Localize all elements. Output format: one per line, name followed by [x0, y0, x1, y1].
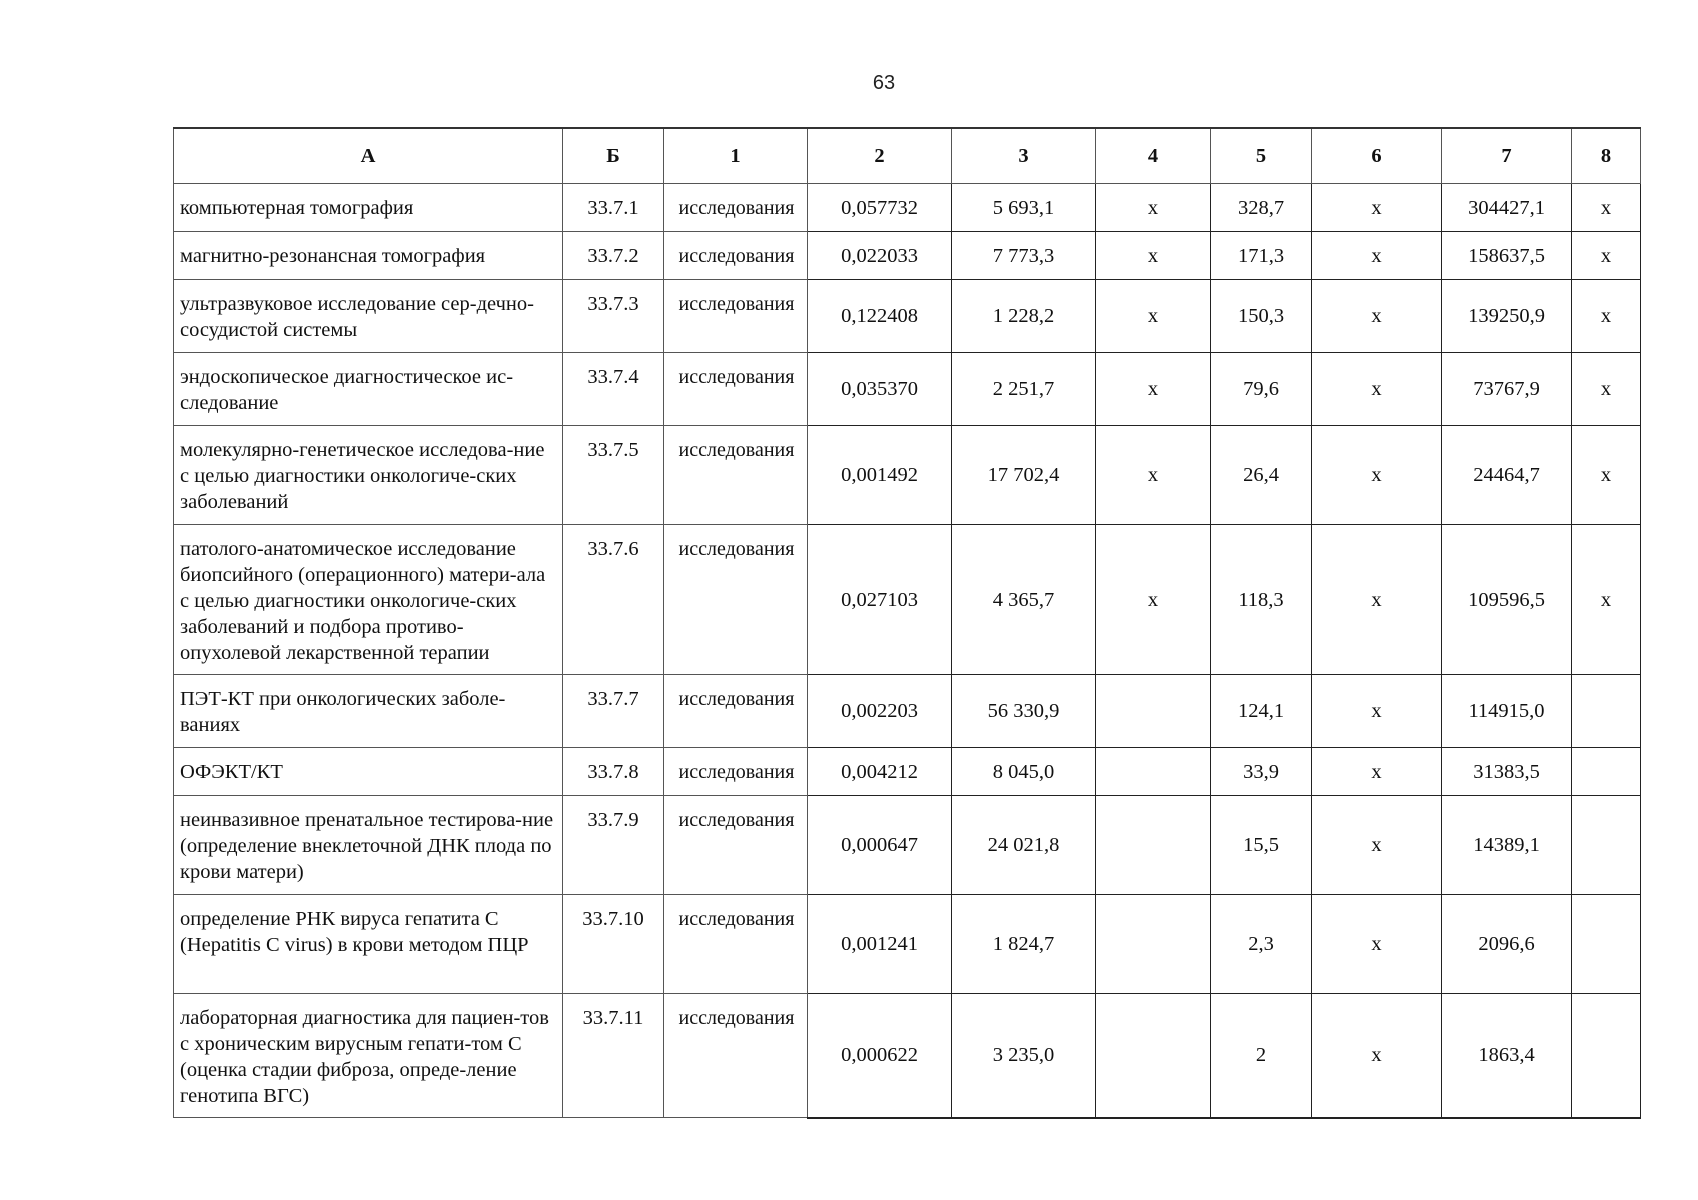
header-cell: 8 [1572, 128, 1641, 184]
row-col6-cell: х [1312, 184, 1442, 232]
row-name-cell: эндоскопическое диагностическое ис-следование [174, 353, 563, 426]
row-col8-cell [1572, 796, 1641, 895]
row-code-cell: 33.7.3 [563, 280, 664, 353]
header-cell: 2 [808, 128, 952, 184]
row-col4-cell: х [1096, 525, 1211, 675]
row-col5-cell: 2 [1211, 994, 1312, 1118]
row-col4-cell: х [1096, 280, 1211, 353]
row-col5-cell: 33,9 [1211, 748, 1312, 796]
row-code-cell: 33.7.8 [563, 748, 664, 796]
row-col7-cell: 73767,9 [1442, 353, 1572, 426]
row-col2-cell: 0,000647 [808, 796, 952, 895]
row-col6-cell: х [1312, 675, 1442, 748]
row-col8-cell [1572, 895, 1641, 994]
row-code-cell: 33.7.2 [563, 232, 664, 280]
row-col6-cell: х [1312, 280, 1442, 353]
row-name-cell: молекулярно-генетическое исследова-ние с целью диагностики онкологиче-ских заболеваний [174, 426, 563, 525]
row-col3-cell: 1 824,7 [952, 895, 1096, 994]
row-unit-cell: исследования [664, 525, 808, 675]
row-name-cell: компьютерная томография [174, 184, 563, 232]
row-col5-cell: 124,1 [1211, 675, 1312, 748]
row-col5-cell: 171,3 [1211, 232, 1312, 280]
row-col8-cell [1572, 675, 1641, 748]
row-col2-cell: 0,122408 [808, 280, 952, 353]
row-col8-cell: х [1572, 353, 1641, 426]
table-row [174, 232, 1641, 280]
row-col3-cell: 17 702,4 [952, 426, 1096, 525]
row-col3-cell: 8 045,0 [952, 748, 1096, 796]
row-name-cell: лабораторная диагностика для пациен-тов с хроническим вирусным гепати-том С (оценка стадии фиброза, опреде-ление генотипа ВГС) [174, 994, 563, 1118]
row-col4-cell [1096, 895, 1211, 994]
row-col6-cell: х [1312, 232, 1442, 280]
row-col4-cell [1096, 675, 1211, 748]
row-col5-cell: 150,3 [1211, 280, 1312, 353]
row-col3-cell: 3 235,0 [952, 994, 1096, 1118]
row-col5-cell: 328,7 [1211, 184, 1312, 232]
row-unit-cell: исследования [664, 184, 808, 232]
row-col6-cell: х [1312, 426, 1442, 525]
row-col7-cell: 31383,5 [1442, 748, 1572, 796]
row-name-cell: ПЭТ-КТ при онкологических заболе-ваниях [174, 675, 563, 748]
row-col2-cell: 0,001241 [808, 895, 952, 994]
row-col7-cell: 14389,1 [1442, 796, 1572, 895]
row-col7-cell: 114915,0 [1442, 675, 1572, 748]
row-col3-cell: 4 365,7 [952, 525, 1096, 675]
row-name-cell: ультразвуковое исследование сер-дечно-сосудистой системы [174, 280, 563, 353]
table-header [174, 128, 1641, 184]
page-number: 63 [872, 72, 896, 94]
row-unit-cell: исследования [664, 994, 808, 1118]
row-col6-cell: х [1312, 748, 1442, 796]
row-col5-cell: 26,4 [1211, 426, 1312, 525]
row-col5-cell: 118,3 [1211, 525, 1312, 675]
row-code-cell: 33.7.4 [563, 353, 664, 426]
row-code-cell: 33.7.1 [563, 184, 664, 232]
row-code-cell: 33.7.11 [563, 994, 664, 1118]
row-col8-cell: х [1572, 426, 1641, 525]
row-name-cell: неинвазивное пренатальное тестирова-ние (определение внеклеточной ДНК плода по крови матери) [174, 796, 563, 895]
row-col5-cell: 79,6 [1211, 353, 1312, 426]
row-code-cell: 33.7.7 [563, 675, 664, 748]
row-unit-cell: исследования [664, 353, 808, 426]
header-cell: 3 [952, 128, 1096, 184]
table-row [174, 184, 1641, 232]
header-row [174, 128, 1641, 184]
row-col3-cell: 56 330,9 [952, 675, 1096, 748]
table-row [174, 525, 1641, 675]
row-col7-cell: 304427,1 [1442, 184, 1572, 232]
row-col8-cell: х [1572, 525, 1641, 675]
row-col3-cell: 1 228,2 [952, 280, 1096, 353]
row-col8-cell [1572, 748, 1641, 796]
row-unit-cell: исследования [664, 675, 808, 748]
row-col3-cell: 5 693,1 [952, 184, 1096, 232]
row-col7-cell: 24464,7 [1442, 426, 1572, 525]
row-col5-cell: 2,3 [1211, 895, 1312, 994]
row-col2-cell: 0,000622 [808, 994, 952, 1118]
table-body [174, 184, 1641, 1118]
row-col2-cell: 0,002203 [808, 675, 952, 748]
table-row [174, 895, 1641, 994]
row-col6-cell: х [1312, 994, 1442, 1118]
row-col4-cell: х [1096, 353, 1211, 426]
table-row [174, 748, 1641, 796]
row-col7-cell: 139250,9 [1442, 280, 1572, 353]
row-col7-cell: 2096,6 [1442, 895, 1572, 994]
row-col4-cell [1096, 796, 1211, 895]
header-cell: 4 [1096, 128, 1211, 184]
row-col3-cell: 2 251,7 [952, 353, 1096, 426]
row-col3-cell: 7 773,3 [952, 232, 1096, 280]
row-col4-cell [1096, 994, 1211, 1118]
header-cell: Б [563, 128, 664, 184]
row-col7-cell: 158637,5 [1442, 232, 1572, 280]
row-unit-cell: исследования [664, 895, 808, 994]
row-unit-cell: исследования [664, 748, 808, 796]
row-col6-cell: х [1312, 353, 1442, 426]
table-row [174, 353, 1641, 426]
row-name-cell: магнитно-резонансная томография [174, 232, 563, 280]
row-col4-cell: х [1096, 232, 1211, 280]
header-cell: 5 [1211, 128, 1312, 184]
row-col7-cell: 1863,4 [1442, 994, 1572, 1118]
row-col4-cell: х [1096, 184, 1211, 232]
row-col2-cell: 0,057732 [808, 184, 952, 232]
row-col6-cell: х [1312, 525, 1442, 675]
row-code-cell: 33.7.9 [563, 796, 664, 895]
header-cell: А [174, 128, 563, 184]
row-col8-cell: х [1572, 232, 1641, 280]
row-unit-cell: исследования [664, 426, 808, 525]
row-unit-cell: исследования [664, 232, 808, 280]
table-row [174, 426, 1641, 525]
row-col2-cell: 0,001492 [808, 426, 952, 525]
row-col5-cell: 15,5 [1211, 796, 1312, 895]
row-col4-cell: х [1096, 426, 1211, 525]
row-col4-cell [1096, 748, 1211, 796]
row-col8-cell [1572, 994, 1641, 1118]
row-name-cell: определение РНК вируса гепатита С (Hepatitis C virus) в крови методом ПЦР [174, 895, 563, 994]
row-col6-cell: х [1312, 895, 1442, 994]
row-col7-cell: 109596,5 [1442, 525, 1572, 675]
header-cell: 6 [1312, 128, 1442, 184]
header-cell: 7 [1442, 128, 1572, 184]
header-cell: 1 [664, 128, 808, 184]
row-col2-cell: 0,027103 [808, 525, 952, 675]
row-col2-cell: 0,035370 [808, 353, 952, 426]
row-code-cell: 33.7.10 [563, 895, 664, 994]
table-row [174, 280, 1641, 353]
data-table [173, 127, 1641, 1119]
row-col8-cell: х [1572, 280, 1641, 353]
table-row [174, 796, 1641, 895]
row-code-cell: 33.7.5 [563, 426, 664, 525]
row-name-cell: ОФЭКТ/КТ [174, 748, 563, 796]
row-unit-cell: исследования [664, 280, 808, 353]
row-col6-cell: х [1312, 796, 1442, 895]
table-row [174, 675, 1641, 748]
row-col8-cell: х [1572, 184, 1641, 232]
row-col2-cell: 0,004212 [808, 748, 952, 796]
row-code-cell: 33.7.6 [563, 525, 664, 675]
row-unit-cell: исследования [664, 796, 808, 895]
row-name-cell: патолого-анатомическое исследование биопсийного (операционного) матери-ала с целью диагностики онкологиче-ских заболеваний и подбора противо-опухолевой лекарственной терапии [174, 525, 563, 675]
row-col3-cell: 24 021,8 [952, 796, 1096, 895]
table-row [174, 994, 1641, 1118]
row-col2-cell: 0,022033 [808, 232, 952, 280]
